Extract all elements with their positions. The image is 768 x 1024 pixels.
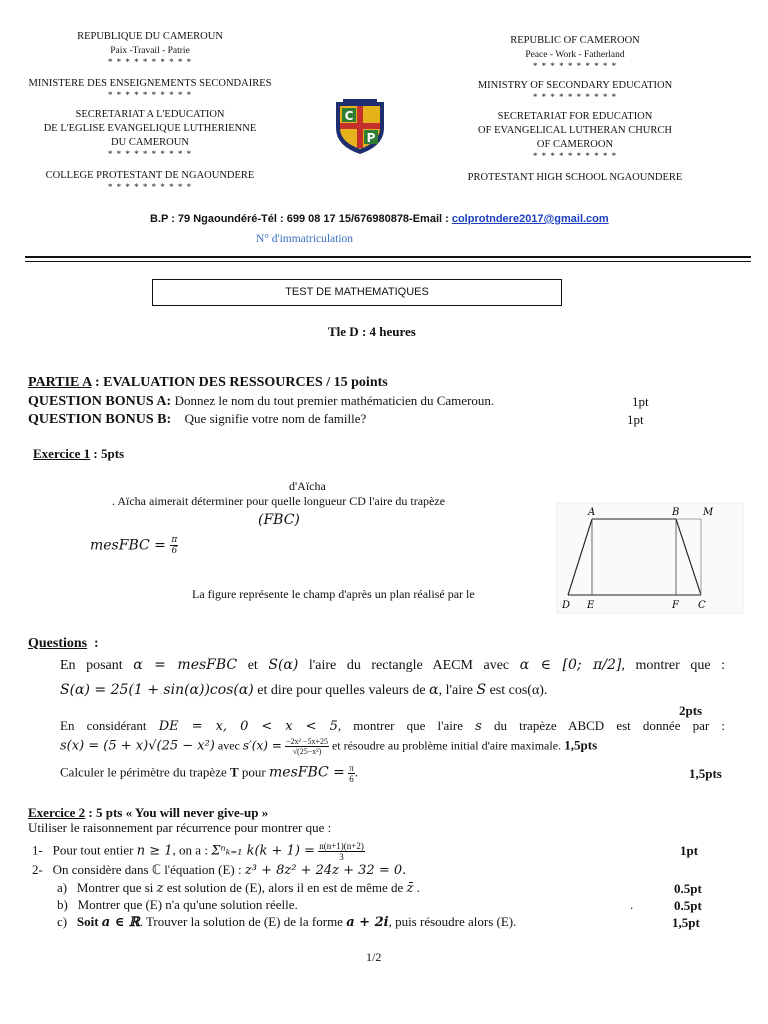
trapezoid-figure <box>556 502 744 614</box>
ex2-frac: $\frac{n(n+1)(n+2)}{3}$ <box>319 841 364 862</box>
label-D: D <box>562 600 571 611</box>
secretariat-fr-2: DE L'EGLISE EVANGELIQUE LUTHERIENNE <box>43 123 257 134</box>
ex1-fbc: (FBC) <box>258 512 300 528</box>
label-A: A <box>588 507 596 518</box>
ex1-figure-text: La figure représente le champ d'après un plan réalisé par le <box>192 587 475 601</box>
divider <box>25 261 751 262</box>
contact-line <box>150 213 670 225</box>
q1-line1: En posant α = mesFBC et S(α) l'aire du rectangle AECM avec α ∈ [0; π/2], montrer que : <box>60 657 725 673</box>
school-en: PROTESTANT HIGH SCHOOL NGAOUNDERE <box>467 172 683 183</box>
ex2-item-c-pts: 1,5pt <box>672 915 700 930</box>
ex1-mes-frac: $\frac{\pi}{6}$ <box>171 535 178 556</box>
motto-en: Peace - Work - Fatherland <box>525 50 625 60</box>
bonus-b <box>28 411 628 428</box>
ex2-item-b-dot: . <box>630 897 634 912</box>
ex1-heading <box>33 446 124 462</box>
questions-colon: : <box>94 636 99 651</box>
label-B: B <box>672 507 680 518</box>
bonus-b-text: Que signifie votre nom de famille? <box>184 411 367 426</box>
partie-a-heading <box>28 375 388 391</box>
ex2-heading <box>28 805 268 821</box>
country-fr: REPUBLIQUE DU CAMEROUN <box>77 31 223 42</box>
secretariat-en-2: OF EVANGELICAL LUTHERAN CHURCH <box>478 125 672 136</box>
q2-line1: En considérant DE = x, 0 < x < 5, montrer que l'aire s du trapèze ABCD est donnée par : <box>60 718 725 734</box>
ex2-rest: : 5 pts « You will never give-up » <box>85 805 269 820</box>
immatriculation: N° d'immatriculation <box>256 233 354 245</box>
q3-frac: $\frac{\pi}{6}$ <box>349 763 354 784</box>
ex2-item-a-pts: 0.5pt <box>674 881 702 896</box>
ex2-label: Exercice 2 <box>28 805 86 820</box>
secretariat-fr-1: SECRETARIAT A L'EDUCATION <box>75 109 225 120</box>
divider <box>25 256 751 258</box>
partie-a-label: PARTIE A <box>28 375 92 390</box>
questions-heading: Questions <box>28 636 88 651</box>
q3-line: Calculer le périmètre du trapèze T pour mesFBC = $\frac{\pi}{6}$ . <box>60 763 358 784</box>
dots: * * * * * * * * * * <box>107 90 193 100</box>
dots: * * * * * * * * * * <box>107 57 193 67</box>
country-en: REPUBLIC OF CAMEROON <box>510 35 640 46</box>
bonus-a-label: QUESTION BONUS A: <box>28 394 172 409</box>
ex1-trapeze-line: . Aïcha aimerait déterminer pour quelle longueur CD l'aire du trapèze <box>112 494 446 508</box>
dots: * * * * * * * * * * <box>107 182 193 192</box>
ministry-fr: MINISTERE DES ENSEIGNEMENTS SECONDAIRES <box>28 78 272 89</box>
q3-pts: 1,5pts <box>689 766 722 781</box>
bonus-b-label: QUESTION BONUS B: <box>28 412 172 427</box>
dots: * * * * * * * * * * <box>532 92 618 102</box>
ex1-mes-label: mesFBC = <box>90 537 166 554</box>
ex2-item-b-pts: 0.5pt <box>674 898 702 913</box>
trapezoid-diagram <box>556 502 744 614</box>
label-M: M <box>703 507 714 518</box>
bonus-a <box>28 393 728 410</box>
page-number: 1/2 <box>366 950 382 964</box>
school-logo <box>333 98 387 156</box>
class-duration: Tle D : 4 heures <box>328 324 416 339</box>
bonus-a-text: Donnez le nom du tout premier mathématicien du Cameroun. <box>174 393 495 408</box>
label-F: F <box>672 600 679 611</box>
secretariat-en-3: OF CAMEROON <box>536 139 614 150</box>
label-C: C <box>698 600 706 611</box>
ex2-intro: Utiliser le raisonnement par récurrence pour montrer que : <box>28 820 332 835</box>
dots: * * * * * * * * * * <box>107 149 193 159</box>
test-title: TEST DE MATHEMATIQUES <box>152 279 562 306</box>
q2-pts: 1,5pts <box>564 737 598 753</box>
dots: * * * * * * * * * * <box>532 61 618 71</box>
ex1-aicha: d'Aïcha <box>289 479 326 493</box>
label-E: E <box>587 600 595 611</box>
ex2-item-a: a) Montrer que si z est solution de (E), alors il en est de même de z̄ . <box>57 880 420 896</box>
ex1-pts: : 5pts <box>90 446 125 461</box>
ex1-mes <box>90 535 178 556</box>
secretariat-en-1: SECRETARIAT FOR EDUCATION <box>497 111 653 122</box>
q2-line2: s(x) = (5 + x)√(25 − x²) avec s′(x) = $\frac{\text{−2x² −5x+25}}{\text{√(25−x²)}}$ et résoudre au problème initial d'aire maximale. 1,5pts <box>60 737 598 756</box>
ex1-label: Exercice 1 <box>33 446 91 461</box>
header-left <box>20 30 280 192</box>
secretariat-fr-3: DU CAMEROUN <box>111 137 189 148</box>
svg-text:P: P <box>366 131 376 145</box>
email-link[interactable]: colprotndere2017@gmail.com <box>451 213 609 225</box>
q2-frac: $\frac{\text{−2x² −5x+25}}{\text{√(25−x²)}}$ <box>286 737 328 756</box>
ministry-en: MINISTRY OF SECONDARY EDUCATION <box>477 80 673 91</box>
ex2-item-b: b) Montrer que (E) n'a qu'une solution réelle. <box>57 897 298 912</box>
header-right <box>430 34 720 185</box>
shield-icon <box>333 98 387 156</box>
school-fr: COLLEGE PROTESTANT DE NGAOUNDERE <box>45 170 255 181</box>
ex2-item1: 1- Pour tout entier n ≥ 1, on a : Σⁿₖ₌₁ k(k + 1) = $\frac{n(n+1)(n+2)}{3}$ <box>32 841 364 862</box>
ex2-item1-pts: 1pt <box>680 843 699 858</box>
motto-fr: Paix -Travail - Patrie <box>110 46 190 56</box>
q1-pts: 2pts <box>679 703 703 718</box>
svg-text:C: C <box>344 109 354 123</box>
ex2-item-c: c) Soit a ∈ ℝ. Trouver la solution de (E) de la forme a + 2i, puis résoudre alors (E). <box>57 914 517 930</box>
partie-a-rest: : EVALUATION DES RESSOURCES / 15 points <box>91 375 388 390</box>
bonus-a-pts: 1pt <box>632 394 649 409</box>
dots: * * * * * * * * * * <box>532 151 618 161</box>
contact-text: B.P : 79 Ngaoundéré-Tél : 699 08 17 15/676980878-Email : <box>150 213 452 225</box>
q1-line2: S(α) = 25(1 + sin(α))cos(α) et dire pour quelles valeurs de α, l'aire S est cos(α). <box>60 682 548 698</box>
ex2-item2: 2- On considère dans ℂ l'équation (E) : z³ + 8z² + 24z + 32 = 0. <box>32 862 407 878</box>
bonus-b-pts: 1pt <box>627 412 644 427</box>
